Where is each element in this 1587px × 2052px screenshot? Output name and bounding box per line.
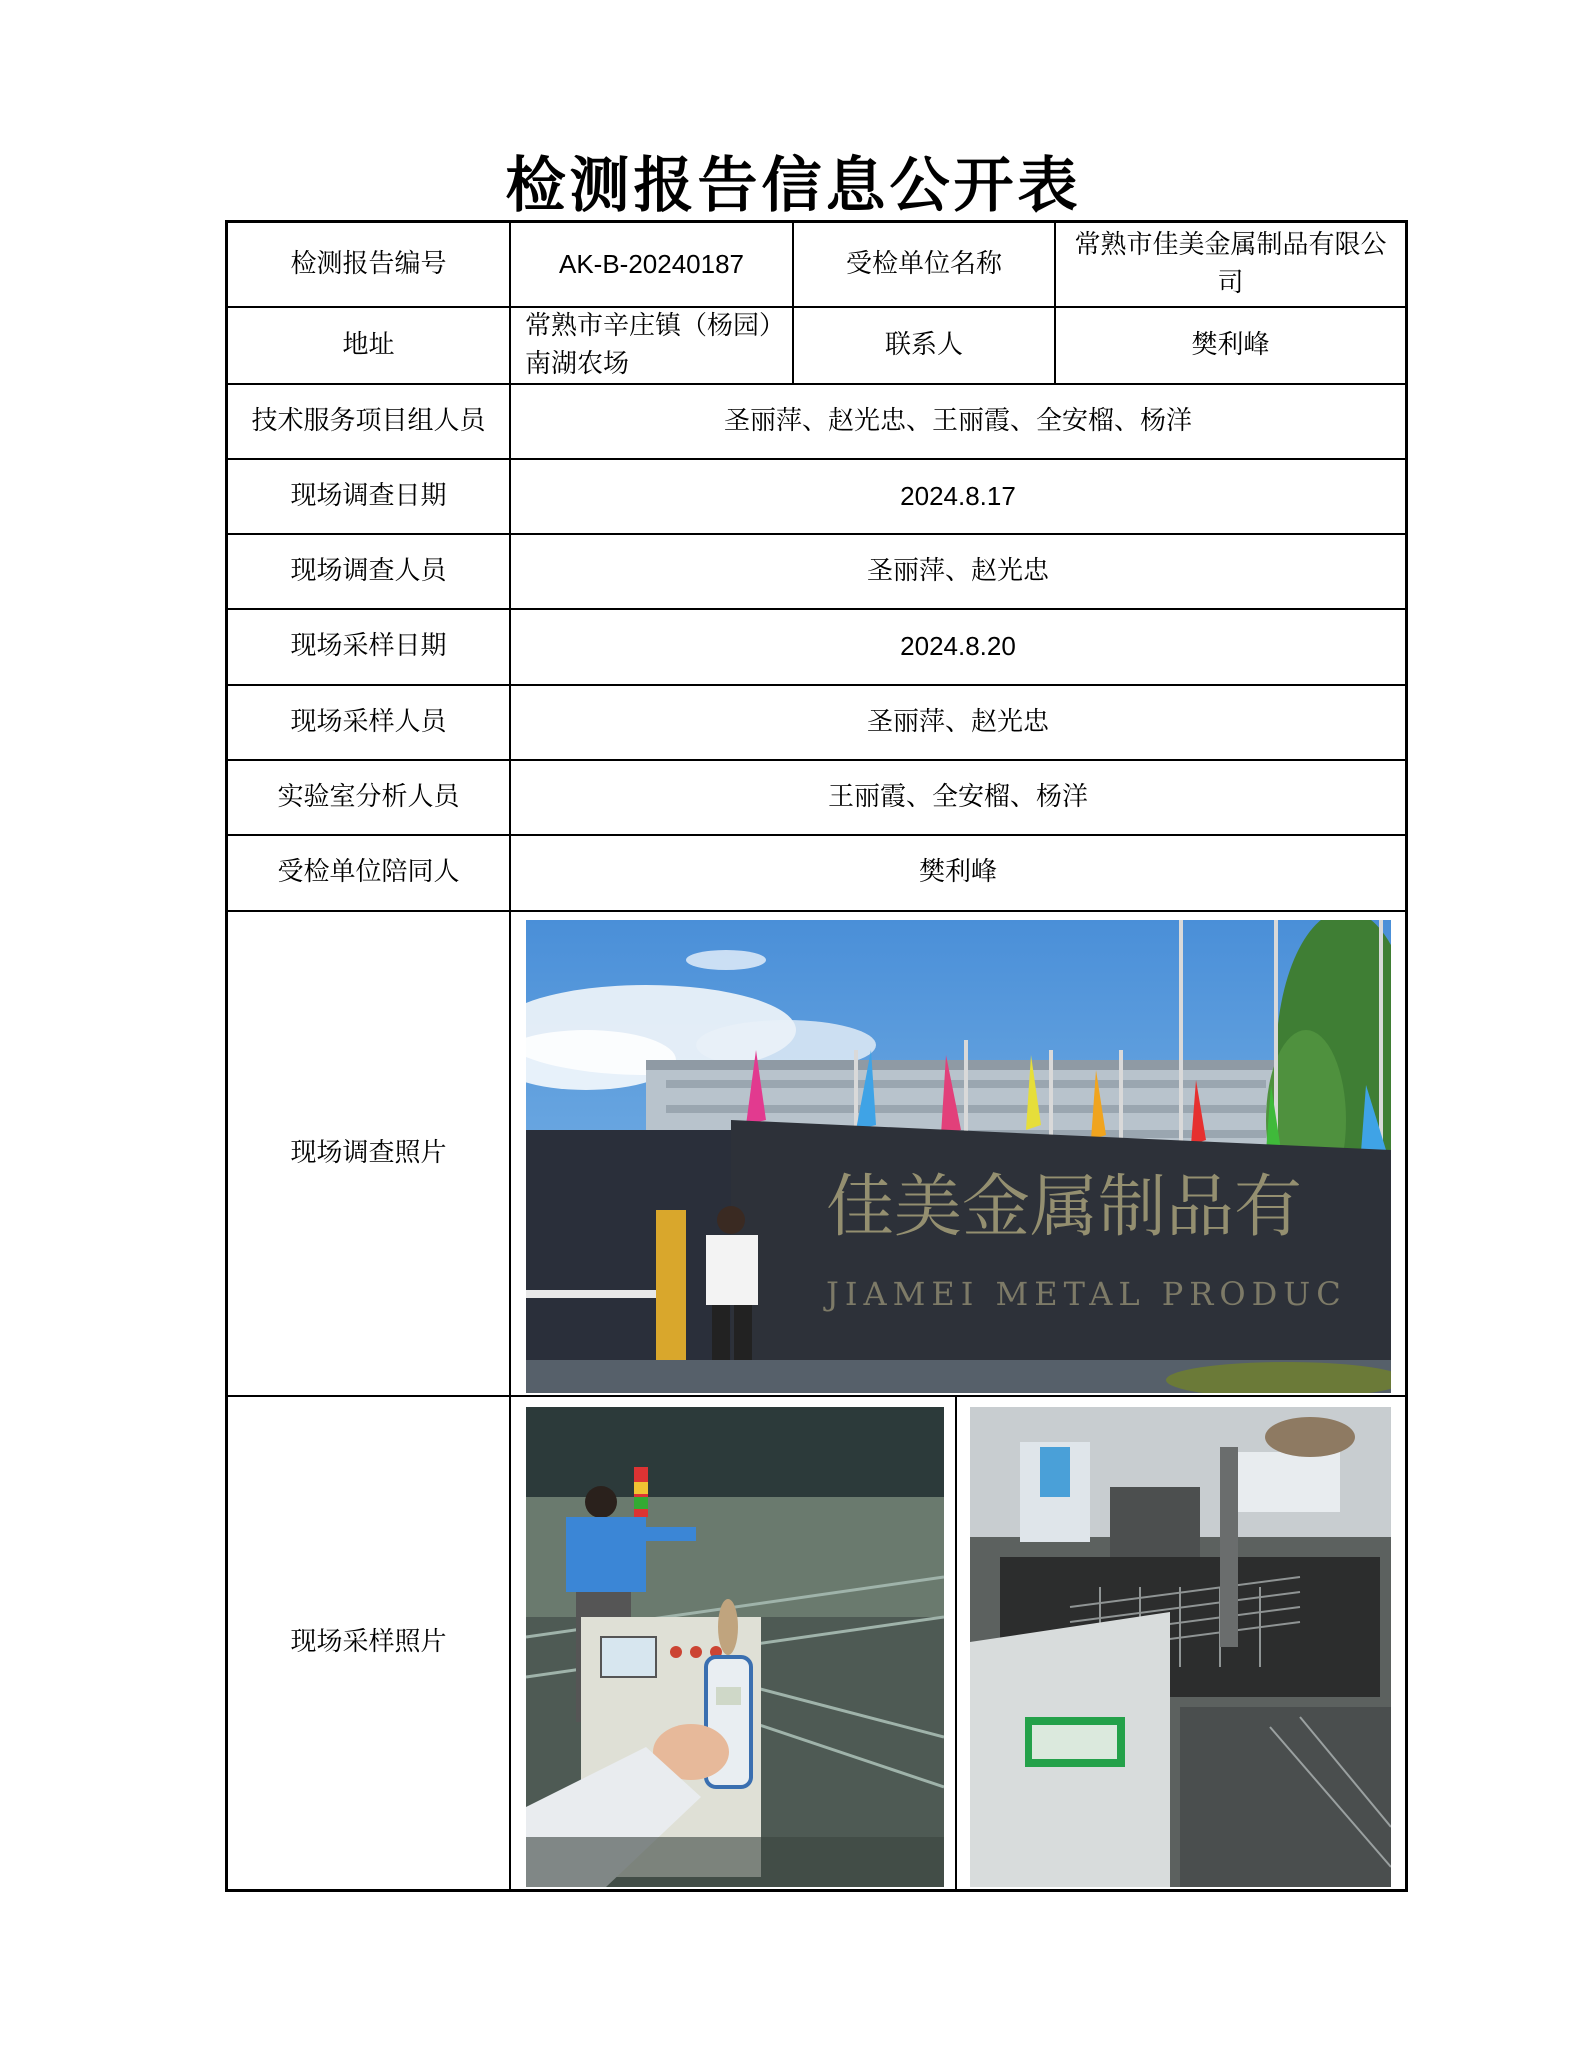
page-title: 检测报告信息公开表 (505, 151, 1082, 221)
row-survey-photo (228, 912, 1405, 1397)
report-no-label: 检测报告编号 (228, 223, 511, 306)
photo-divider (955, 1397, 957, 1889)
escort-value: 樊利峰 (918, 857, 997, 888)
row-address (228, 308, 1405, 385)
sample-photo-2 (970, 1407, 1391, 1887)
survey-staff-label: 现场调查人员 (228, 535, 511, 608)
contact-value: 樊利峰 (1191, 329, 1270, 360)
survey-date-label: 现场调查日期 (228, 460, 511, 533)
row-report-no (228, 223, 1405, 308)
survey-staff-value: 圣丽萍、赵光忠 (866, 555, 1049, 586)
row-escort (228, 836, 1405, 912)
sample-photo-1 (526, 1407, 944, 1887)
team-label: 技术服务项目组人员 (228, 385, 511, 458)
row-lab-staff (228, 761, 1405, 836)
sample-staff-value: 圣丽萍、赵光忠 (866, 706, 1049, 737)
lab-label: 实验室分析人员 (228, 761, 511, 834)
unit-label: 受检单位名称 (794, 223, 1056, 306)
contact-label: 联系人 (794, 308, 1056, 383)
escort-label: 受检单位陪同人 (228, 836, 511, 910)
address-label: 地址 (228, 308, 511, 383)
svg-text:佳美金属制品有: 佳美金属制品有 (826, 1168, 1303, 1247)
team-value: 圣丽萍、赵光忠、王丽霞、全安榴、杨洋 (723, 405, 1192, 436)
survey-date-value: 2024.8.17 (900, 480, 1016, 511)
sample-staff-label: 现场采样人员 (228, 686, 511, 759)
svg-text:JIAMEI METAL PRODUC: JIAMEI METAL PRODUC (826, 1275, 1347, 1313)
row-survey-staff (228, 535, 1405, 610)
row-sample-photo (228, 1397, 1405, 1889)
unit-value: 常熟市佳美金属制品有限公司 (1074, 229, 1387, 298)
row-survey-date (228, 460, 1405, 535)
row-team (228, 385, 1405, 460)
info-table (225, 220, 1408, 1892)
row-sample-staff (228, 686, 1405, 761)
sample-date-value: 2024.8.20 (900, 631, 1016, 662)
row-sample-date (228, 610, 1405, 686)
survey-photo (526, 920, 1391, 1393)
sample-photo-label: 现场采样照片 (228, 1397, 511, 1889)
survey-photo-label: 现场调查照片 (228, 912, 511, 1395)
sample-date-label: 现场采样日期 (228, 610, 511, 684)
lab-value: 王丽霞、全安榴、杨洋 (827, 781, 1088, 812)
address-value: 常熟市辛庄镇（杨园）南湖农场 (511, 308, 794, 383)
report-no-value: AK-B-20240187 (511, 223, 794, 306)
